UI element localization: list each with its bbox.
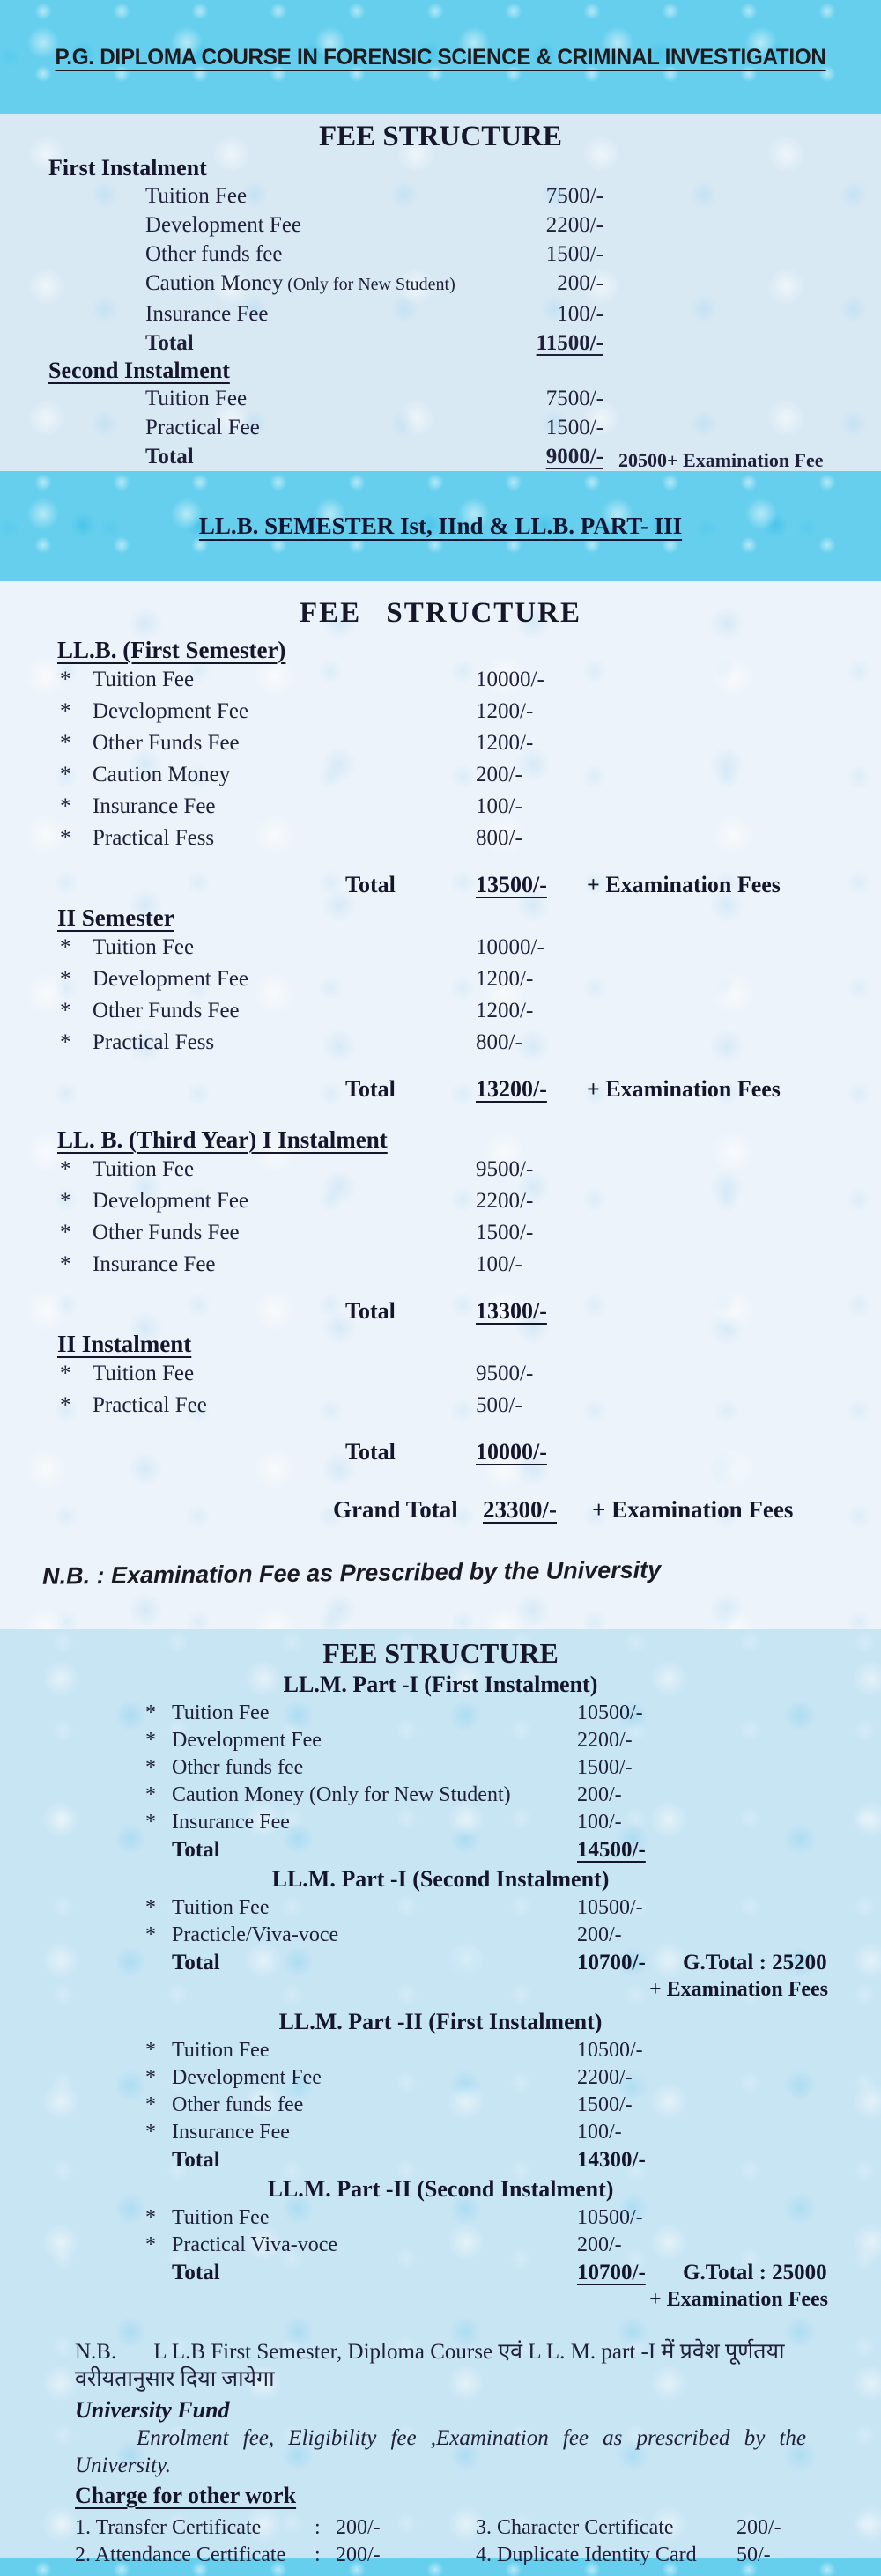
- fee-label: Tuition Fee: [172, 1896, 270, 1919]
- exam-fees-note: + Examination Fees: [587, 872, 781, 897]
- university-fund-text: Enrolment fee, Eligibility fee ,Examination fee as prescribed by the University.: [75, 2426, 806, 2477]
- fee-label: Tuition Fee: [145, 387, 248, 410]
- fee-row: [0, 1154, 881, 1185]
- fee-row: [0, 2092, 881, 2119]
- fee-row: [0, 1782, 881, 1809]
- fee-row: [0, 181, 881, 210]
- fee-value: 1200/-: [476, 999, 534, 1022]
- total-value: 13200/-: [476, 1076, 547, 1102]
- asterisk-bullet: *: [60, 935, 71, 959]
- asterisk-bullet: *: [145, 2093, 156, 2116]
- fee-value: 10500/-: [577, 1896, 643, 1919]
- fee-value: 10500/-: [577, 1701, 643, 1724]
- fee-label: Caution Money (Only for New Student): [172, 1783, 511, 1806]
- fee-row: [0, 240, 881, 269]
- fee-row: [0, 210, 881, 240]
- fee-label: Tuition Fee: [93, 1157, 195, 1181]
- asterisk-bullet: *: [145, 1729, 156, 1752]
- fee-row: [0, 727, 881, 759]
- asterisk-bullet: *: [145, 1923, 156, 1946]
- asterisk-bullet: *: [145, 1783, 156, 1806]
- total-label: Total: [172, 2261, 220, 2284]
- fee-row: [0, 1700, 881, 1727]
- group-heading-second-instalment: Second Instalment: [48, 358, 230, 383]
- fee-value: 100/-: [476, 1252, 522, 1276]
- nb-label: N.B.: [75, 2340, 117, 2364]
- fee-value: 2200/-: [577, 2066, 633, 2089]
- asterisk-bullet: *: [145, 2039, 156, 2062]
- fee-label: Practical Fess: [93, 1030, 215, 1054]
- fee-row: [0, 823, 881, 854]
- fee-value: 800/-: [476, 1030, 522, 1054]
- fee-value: 2200/-: [545, 213, 603, 237]
- fee-row: [0, 2064, 881, 2092]
- fee-label: Insurance Fee: [172, 2121, 290, 2144]
- total-row: [0, 328, 881, 358]
- charge-value: 50/-: [737, 2543, 771, 2566]
- fee-value: 9500/-: [476, 1157, 534, 1181]
- total-row: [0, 1074, 881, 1104]
- charge-item: [476, 2542, 881, 2569]
- top-banner-band: [0, 0, 881, 114]
- fee-row: [0, 664, 881, 696]
- fee-value: 100/-: [557, 302, 603, 326]
- asterisk-bullet: *: [60, 1221, 71, 1244]
- fee-label: Tuition Fee: [93, 935, 195, 959]
- total-label: Total: [172, 1838, 220, 1862]
- fee-label: Other funds fee: [145, 242, 283, 266]
- group-heading-llm-part1-second: LL.M. Part -I (Second Instalment): [271, 1866, 610, 1892]
- total-value: 10000/-: [476, 1439, 547, 1465]
- total-value: 14500/-: [577, 1838, 646, 1862]
- total-row: [0, 442, 881, 471]
- fee-structure-llb: [0, 581, 881, 1629]
- total-row: [0, 1836, 881, 1864]
- fee-row: [0, 1027, 881, 1059]
- fee-value: 2200/-: [577, 1729, 633, 1752]
- asterisk-bullet: *: [60, 1030, 71, 1054]
- charge-label: 2. Attendance Certificate: [75, 2543, 286, 2566]
- group-heading-llb-third-year: LL. B. (Third Year) I Instalment: [57, 1126, 388, 1153]
- group-heading-llm-part2-first: LL.M. Part -II (First Instalment): [278, 2009, 603, 2034]
- total-row: [0, 2146, 881, 2174]
- fee-label: Practical Viva-voce: [172, 2233, 338, 2256]
- charge-label: 4. Duplicate Identity Card: [476, 2543, 697, 2566]
- fee-label: Practicle/Viva-voce: [172, 1923, 339, 1946]
- asterisk-bullet: *: [60, 763, 71, 786]
- fee-value: 200/-: [577, 1783, 622, 1806]
- asterisk-bullet: *: [60, 1362, 71, 1385]
- fee-row: [0, 1217, 881, 1249]
- fee-row: [0, 1358, 881, 1390]
- fee-value: 10500/-: [577, 2206, 643, 2229]
- fee-row: [0, 413, 881, 442]
- fee-row: [0, 1809, 881, 1836]
- fee-label: Development Fee: [172, 1729, 322, 1752]
- fee-row: [0, 2204, 881, 2232]
- total-label: Total: [345, 1298, 396, 1324]
- charge-item: [476, 2514, 881, 2542]
- charge-label: 3. Character Certificate: [476, 2516, 674, 2539]
- fee-value: 200/-: [577, 2233, 622, 2256]
- asterisk-bullet: *: [60, 668, 71, 691]
- charge-value: 200/-: [737, 2516, 781, 2539]
- fee-value: 200/-: [577, 1923, 622, 1946]
- fee-label: Practical Fee: [93, 1393, 207, 1417]
- fee-row: [0, 759, 881, 791]
- fee-label: Other funds fee: [172, 1756, 304, 1779]
- charge-item: [75, 2514, 476, 2542]
- asterisk-bullet: *: [145, 1811, 156, 1834]
- fee-row: [0, 791, 881, 823]
- fee-value: 1200/-: [476, 731, 534, 755]
- total-value: 13300/-: [476, 1298, 547, 1324]
- fee-row: [0, 995, 881, 1027]
- fee-label: Development Fee: [145, 213, 302, 237]
- fee-value: 10500/-: [577, 2039, 643, 2062]
- fee-label: Other Funds Fee: [93, 999, 240, 1022]
- fee-value: 1500/-: [577, 2093, 633, 2116]
- fee-label: Development Fee: [93, 967, 249, 991]
- asterisk-bullet: *: [145, 2206, 156, 2229]
- asterisk-bullet: *: [60, 699, 71, 723]
- fee-label: Caution Money: [145, 271, 284, 295]
- charge-value: 200/-: [336, 2516, 381, 2539]
- charge-colon: :: [315, 2516, 321, 2539]
- fee-value: 10000/-: [476, 935, 544, 959]
- nb-paragraph: [75, 2338, 828, 2393]
- asterisk-bullet: *: [145, 2233, 156, 2256]
- fee-label: Tuition Fee: [93, 1362, 195, 1385]
- fee-value: 9500/-: [476, 1362, 534, 1385]
- charge-label: 1. Transfer Certificate: [75, 2516, 262, 2539]
- fee-row: [0, 932, 881, 963]
- asterisk-bullet: *: [145, 2121, 156, 2144]
- pg-diploma-banner-title: P.G. DIPLOMA COURSE IN FORENSIC SCIENCE & CRIMINAL INVESTIGATION: [55, 44, 826, 70]
- exam-fees-note: + Examination Fees: [592, 1496, 794, 1523]
- asterisk-bullet: *: [60, 826, 71, 850]
- grand-total-label: Grand Total: [333, 1496, 458, 1523]
- fee-label: Tuition Fee: [172, 2206, 270, 2229]
- fee-row: [0, 1249, 881, 1281]
- fee-label: Tuition Fee: [172, 1701, 270, 1724]
- fee-label: Development Fee: [93, 1189, 249, 1213]
- fee-label-note: (Only for New Student): [287, 275, 455, 294]
- fee-label: Caution Money: [93, 763, 231, 786]
- fee-label: Development Fee: [93, 699, 249, 723]
- total-value: 10700/-: [577, 2261, 646, 2284]
- fee-label: Practical Fee: [145, 416, 260, 439]
- group-heading-ii-instalment: II Instalment: [57, 1331, 192, 1357]
- charges-heading: Charge for other work: [75, 2483, 297, 2508]
- nb-note: N.B. : Examination Fee as Prescribed by the University: [41, 1556, 662, 1590]
- fee-label: Other Funds Fee: [93, 1221, 240, 1244]
- fee-row: [0, 2119, 881, 2146]
- asterisk-bullet: *: [60, 1393, 71, 1417]
- fee-value: 10000/-: [476, 668, 544, 691]
- asterisk-bullet: *: [60, 967, 71, 991]
- total-row: [0, 2259, 881, 2287]
- university-fund-heading: University Fund: [75, 2397, 230, 2423]
- grand-total-row: [0, 1492, 881, 1527]
- fee-value: 1500/-: [577, 1756, 633, 1779]
- total-label: Total: [345, 872, 396, 897]
- asterisk-bullet: *: [60, 794, 71, 818]
- fee-label: Insurance Fee: [145, 302, 269, 326]
- fee-label: Insurance Fee: [172, 1811, 290, 1834]
- fee-row: [0, 1754, 881, 1782]
- asterisk-bullet: *: [145, 1896, 156, 1919]
- fee-value: 500/-: [476, 1393, 522, 1417]
- total-label: Total: [345, 1439, 396, 1465]
- fee-structure-pg-diploma: [0, 114, 881, 471]
- fee-value: 100/-: [577, 1811, 622, 1834]
- llb-banner-title: LL.B. SEMESTER Ist, IInd & LL.B. PART- III: [198, 513, 683, 539]
- llb-banner-band: [0, 471, 881, 581]
- exam-fees-note: + Examination Fees: [649, 2288, 829, 2311]
- fee-value: 100/-: [476, 794, 522, 818]
- fee-label: Insurance Fee: [93, 1252, 216, 1276]
- grand-total-value: 23300/-: [483, 1496, 557, 1523]
- group-heading-llm-part1-first: LL.M. Part -I (First Instalment): [283, 1672, 598, 1697]
- total-value: 10700/-: [577, 1951, 646, 1974]
- fee-row: [0, 269, 881, 299]
- group-heading-llm-part2-second: LL.M. Part -II (Second Instalment): [267, 2176, 614, 2202]
- fee-row: [0, 299, 881, 328]
- fee-label: Tuition Fee: [145, 184, 248, 208]
- fee-label: Other funds fee: [172, 2093, 304, 2116]
- fee-structure-llm: [0, 1629, 881, 2566]
- section-title: FEE STRUCTURE: [322, 1637, 559, 1669]
- fee-value: 1500/-: [545, 416, 603, 439]
- total-row: [0, 1296, 881, 1326]
- total-row: [0, 1949, 881, 1977]
- fee-row: [0, 1390, 881, 1421]
- total-label: Total: [172, 2148, 220, 2172]
- charges-list: [0, 2514, 881, 2569]
- charge-item: [75, 2542, 476, 2569]
- fee-label: Practical Fess: [93, 826, 215, 850]
- fee-row: [0, 384, 881, 413]
- total-label: Total: [145, 445, 194, 469]
- fee-value: 800/-: [476, 826, 522, 850]
- charge-colon: [715, 2514, 737, 2542]
- fee-row: [0, 696, 881, 727]
- fee-value: 200/-: [476, 763, 522, 786]
- fee-value: 7500/-: [545, 387, 603, 410]
- asterisk-bullet: *: [60, 1189, 71, 1213]
- asterisk-bullet: *: [60, 1157, 71, 1181]
- fee-label: Tuition Fee: [93, 668, 195, 691]
- gtotal-value: G.Total : 25000: [683, 2261, 827, 2284]
- group-heading-first-instalment: First Instalment: [48, 155, 207, 181]
- fee-value: 1500/-: [476, 1221, 534, 1244]
- fee-value: 1200/-: [476, 699, 534, 723]
- asterisk-bullet: *: [60, 731, 71, 755]
- total-value: 13500/-: [476, 872, 547, 897]
- total-note: 20500+ Examination Fee: [618, 449, 824, 471]
- total-label: Total: [172, 1951, 220, 1974]
- group-heading-ii-semester: II Semester: [57, 904, 174, 931]
- asterisk-bullet: *: [145, 1756, 156, 1779]
- total-value: 14300/-: [577, 2148, 646, 2172]
- charge-colon: [715, 2542, 737, 2569]
- total-row: [0, 870, 881, 900]
- charge-value: 200/-: [336, 2543, 381, 2566]
- total-value: 11500/-: [536, 331, 603, 355]
- fee-row: [0, 2037, 881, 2064]
- fee-row: [0, 1727, 881, 1754]
- fee-row: [0, 1185, 881, 1217]
- fee-value: 1500/-: [545, 242, 603, 266]
- fee-label: Other Funds Fee: [93, 731, 240, 755]
- fee-row: [0, 963, 881, 995]
- fee-label: Insurance Fee: [93, 794, 216, 818]
- group-heading-llb-first-semester: LL.B. (First Semester): [57, 637, 286, 663]
- section-title: FEE STRUCTURE: [300, 597, 581, 629]
- asterisk-bullet: *: [60, 1252, 71, 1276]
- section-title: FEE STRUCTURE: [319, 121, 562, 152]
- asterisk-bullet: *: [60, 999, 71, 1022]
- fee-value: 1200/-: [476, 967, 534, 991]
- gtotal-value: G.Total : 25200: [683, 1951, 827, 1974]
- total-label: Total: [345, 1076, 396, 1102]
- fee-value: 200/-: [557, 271, 603, 295]
- fee-row: [0, 1922, 881, 1949]
- total-row: [0, 1437, 881, 1467]
- fee-label: Development Fee: [172, 2066, 322, 2089]
- exam-fees-note: + Examination Fees: [649, 1978, 829, 2001]
- charge-colon: :: [315, 2543, 321, 2566]
- fee-label: Tuition Fee: [172, 2039, 270, 2062]
- nb-text: L L.B First Semester, Diploma Course एवं L L. M. part -I में प्रवेश पूर्णतया वरीयतानुसार दिया जायेगा: [75, 2340, 785, 2391]
- exam-fees-note: + Examination Fees: [587, 1076, 781, 1102]
- total-value: 9000/-: [545, 445, 603, 469]
- fee-value: 2200/-: [476, 1189, 534, 1213]
- asterisk-bullet: *: [145, 2066, 156, 2089]
- fee-row: [0, 2232, 881, 2259]
- fee-row: [0, 1894, 881, 1922]
- total-label: Total: [145, 331, 194, 355]
- fee-value: 100/-: [577, 2121, 622, 2144]
- asterisk-bullet: *: [145, 1701, 156, 1724]
- fee-value: 7500/-: [545, 184, 603, 208]
